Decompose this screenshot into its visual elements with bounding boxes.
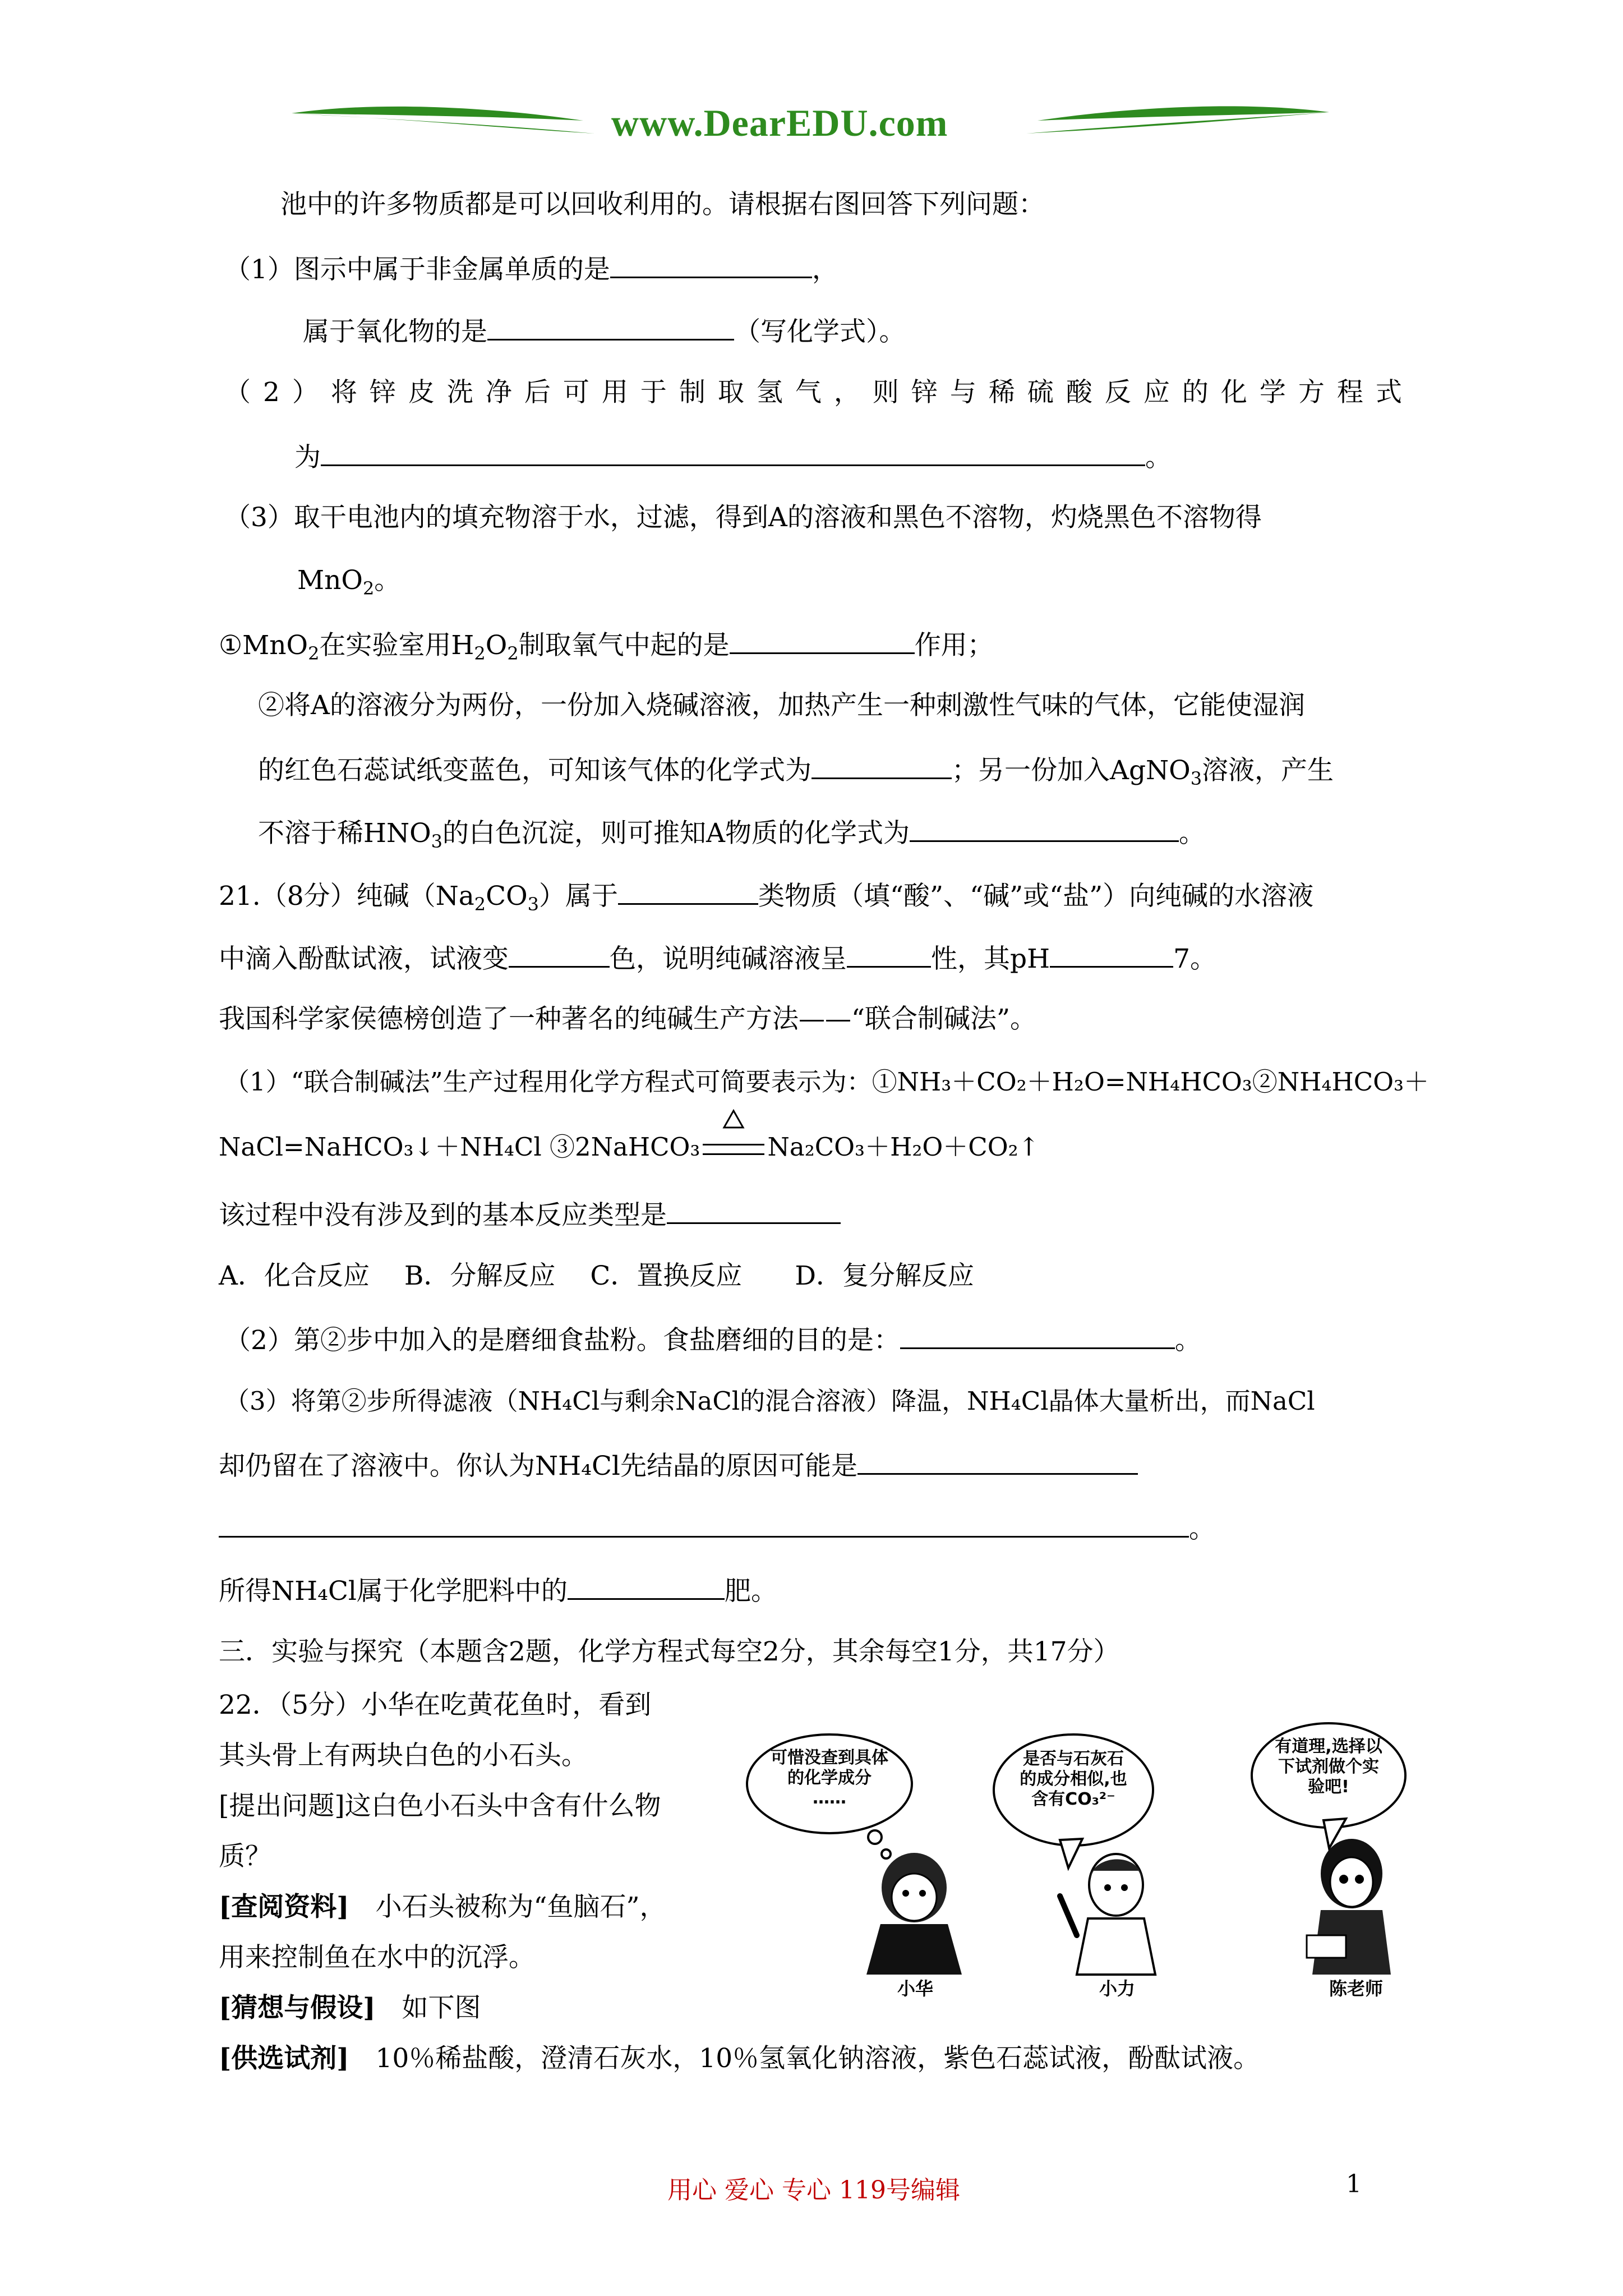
text-line: 所得NH₄Cl属于化学肥料中的 肥。 (219, 1572, 777, 1608)
answer-blank[interactable] (321, 439, 1145, 466)
text-line: 的红色石蕊试纸变蓝色，可知该气体的化学式为 ；另一份加入AgNO$_3$溶液，产生 (258, 752, 1334, 788)
options-line: A．化合反应 B．分解反应 C．置换反应 D．复分解反应 (219, 1260, 975, 1291)
text-line: 我国科学家侯德榜创造了一种著名的纯碱生产方法——“联合制碱法”。 (219, 1004, 1037, 1034)
character-name: 小力 (1099, 1978, 1136, 1999)
text-line: 用来控制鱼在水中的沉浮。 (219, 1942, 535, 1973)
equation-line: NaCl=NaHCO₃↓＋NH₄Cl ③2NaHCO₃ Na₂CO₃＋H₂O＋CO₂↑ (219, 1130, 1039, 1164)
text-line: 不溶于稀$HNO_3$的白色沉淀，则可推知A物质的化学式为 。 (258, 815, 1205, 850)
question-3-2: ②将A的溶液分为两份，一份加入烧碱溶液，加热产生一种刺激性气味的气体，它能使湿润 (258, 690, 1305, 721)
heat-equals-sign (700, 1130, 767, 1164)
text-line: 。 (219, 1510, 1215, 1546)
answer-blank[interactable] (568, 1572, 725, 1600)
question-1-1: （1）图示中属于非金属单质的是 ， (224, 251, 838, 287)
site-header (292, 90, 1329, 151)
cartoon-people-icon (746, 1711, 1441, 2003)
text-line: MnO$_2$。 (297, 565, 401, 599)
text-line: [查阅资料] 小石头被称为“鱼脑石”， (219, 1892, 666, 1922)
text-line: 池中的许多物质都是可以回收利用的。请根据右图回答下列问题： (280, 189, 1045, 220)
text-line: 其头骨上有两块白色的小石头。 (219, 1740, 588, 1771)
character-name: 小华 (897, 1978, 934, 1999)
page-number: 1 (1346, 2170, 1362, 2198)
answer-blank[interactable] (618, 877, 758, 905)
text-line: （1）“联合制碱法”生产过程用化学方程式可简要表示为：①NH₃＋CO₂＋H₂O=NH₄HCO₃②NH₄HCO₃＋ (224, 1067, 1430, 1097)
cartoon-figure (746, 1711, 1441, 2003)
site-title: www.DearEDU.com (611, 102, 948, 144)
question-2-answer: 为 。 (294, 439, 1172, 475)
answer-blank[interactable] (509, 940, 610, 968)
question-2: （2）将锌皮洗净后可用于制取氢气，则锌与稀硫酸反应的化学方程式 (224, 377, 1414, 408)
answer-blank[interactable] (667, 1197, 841, 1224)
text-line: 中滴入酚酞试液，试液变 色，说明纯碱溶液呈 性，其pH 7。 (219, 940, 1216, 976)
answer-blank[interactable] (219, 1510, 1189, 1538)
text-line: [猜想与假设] 如下图 (219, 1993, 481, 2023)
answer-blank[interactable] (857, 1447, 1138, 1475)
question-3-1: ①MnO$_2$在实验室用$H_2O_2$制取氧气中起的是 作用； (219, 627, 994, 662)
page-footer: 用心 爱心 专心 119号编辑 (667, 2176, 960, 2205)
text-line: 该过程中没有涉及到的基本反应类型是 (219, 1197, 841, 1232)
question-22: 22．（5分）小华在吃黄花鱼时，看到 (219, 1690, 652, 1720)
question-3: （3）取干电池内的填充物溶于水，过滤，得到A的溶液和黑色不溶物，灼烧黑色不溶物得 (224, 502, 1262, 533)
answer-blank[interactable] (847, 940, 931, 968)
answer-blank[interactable] (487, 313, 734, 341)
speech-bubble-teacher: 有道理,选择以 下试剂做个实 验吧! (1251, 1722, 1407, 1829)
section-heading: 三．实验与探究（本题含2题，化学方程式每空2分，其余每空1分，共17分） (219, 1636, 1120, 1667)
question-1-2: 属于氧化物的是 （写化学式）。 (303, 313, 906, 349)
speech-bubble-xiaoli: 是否与石灰石 的成分相似,也 含有CO₃²⁻ (993, 1733, 1154, 1847)
question-21: 21.（8分）纯碱$(Na_2CO_3)$属于 类物质（填“酸”、“碱”或“盐”）向纯碱的水溶液 (219, 877, 1313, 913)
character-name: 陈老师 (1329, 1978, 1384, 1999)
answer-blank[interactable] (730, 627, 915, 654)
text-line: [提出问题]这白色小石头中含有什么物 (219, 1791, 661, 1821)
question-21-3: （3）将第②步所得滤液（NH₄Cl与剩余NaCl的混合溶液）降温，NH₄Cl晶体大量析出，而NaCl (224, 1386, 1315, 1416)
question-21-2: （2）第②步中加入的是磨细食盐粉。食盐磨细的目的是： 。 (224, 1322, 1201, 1358)
answer-blank[interactable] (1050, 940, 1173, 968)
text-line: 却仍留在了溶液中。你认为NH₄Cl先结晶的原因可能是 (219, 1447, 1138, 1483)
answer-blank[interactable] (900, 1322, 1175, 1349)
speech-bubble-xiaohua: 可惜没查到具体 的化学成分 …… (746, 1733, 913, 1834)
answer-blank[interactable] (811, 752, 952, 779)
text-line: [供选试剂] 10％稀盐酸，澄清石灰水，10％氢氧化钠溶液，紫色石蕊试液，酚酞试液。 (219, 2043, 1260, 2074)
answer-blank[interactable] (910, 815, 1179, 842)
text-line: 质？ (219, 1841, 271, 1872)
delta-heat-icon (722, 1109, 745, 1129)
answer-blank[interactable] (610, 251, 812, 278)
